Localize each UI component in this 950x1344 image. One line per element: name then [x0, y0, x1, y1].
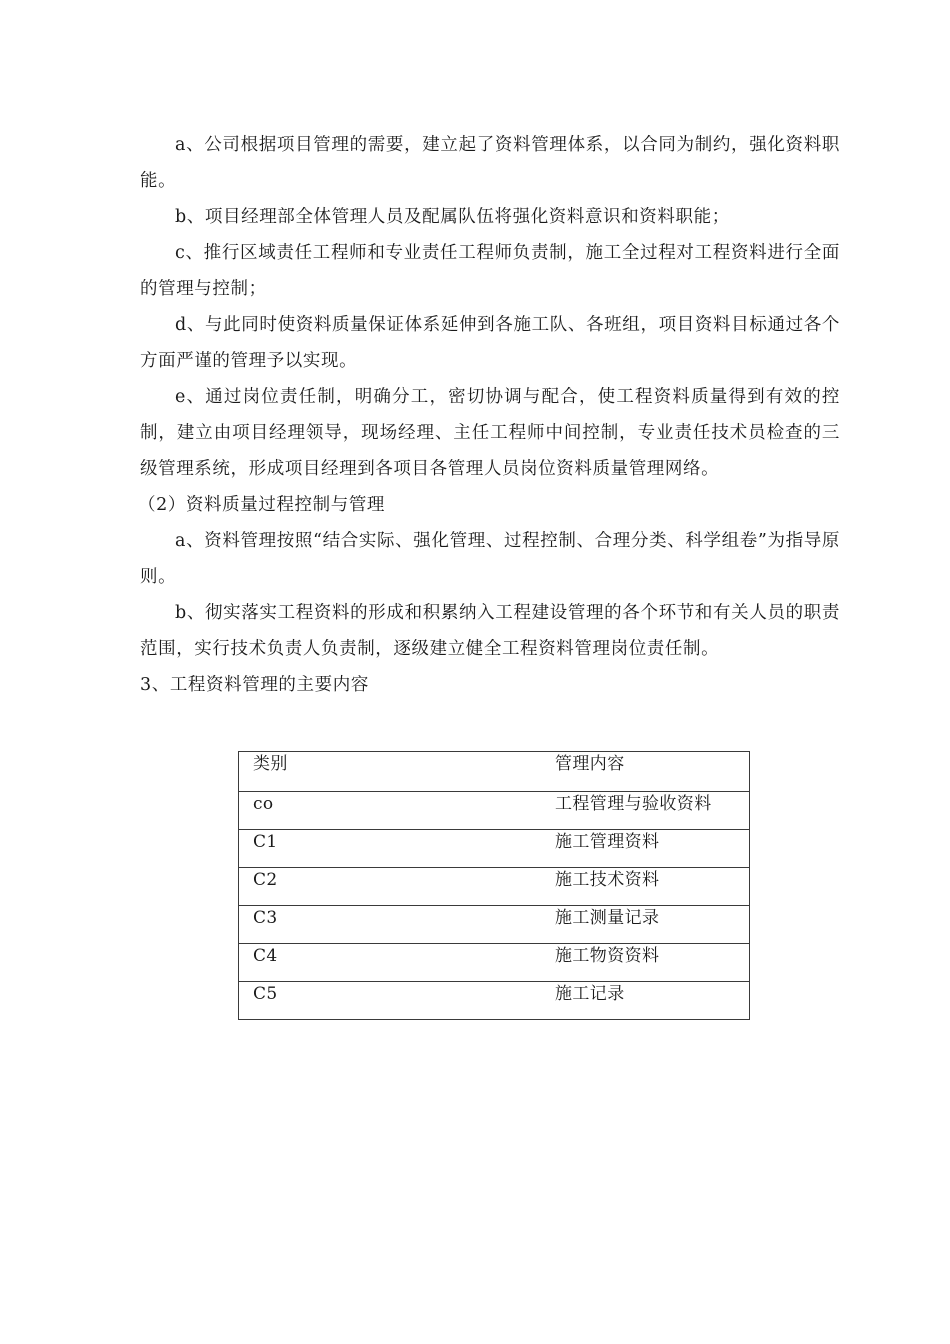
table-row [239, 982, 750, 1020]
table-cell-content: 工程管理与验收资料 [539, 792, 750, 830]
table-cell-content: 施工测量记录 [539, 906, 750, 944]
paragraph-a-system: a、公司根据项目管理的需要，建立起了资料管理体系，以合同为制约，强化资料职能。 [140, 135, 840, 191]
section-heading-main-content: 3、工程资料管理的主要内容 [140, 675, 369, 695]
table-row [239, 944, 750, 982]
paragraph-e-post-responsibility: e、通过岗位责任制，明确分工，密切协调与配合，使工程资料质量得到有效的控制，建立由项目经理领导，现场经理、主任工程师中间控制，专业责任技术员检查的三级管理系统，形成项目经理到各项目各管理人员岗位资料质量管理网络。 [140, 387, 840, 479]
table-header-category: 类别 [239, 752, 540, 792]
table-cell-category: C1 [239, 830, 540, 868]
table-cell-content: 施工技术资料 [539, 868, 750, 906]
table-cell-category: C3 [239, 906, 540, 944]
table-cell-category: C5 [239, 982, 540, 1020]
table-row [239, 868, 750, 906]
table-header-content: 管理内容 [539, 752, 750, 792]
table-cell-category: C2 [239, 868, 540, 906]
table-row [239, 830, 750, 868]
table-header-row [239, 752, 750, 792]
table-cell-content: 施工管理资料 [539, 830, 750, 868]
table-cell-category: C4 [239, 944, 540, 982]
table-row [239, 906, 750, 944]
paragraph-b-awareness: b、项目经理部全体管理人员及配属队伍将强化资料意识和资料职能； [175, 207, 730, 227]
paragraph-b-implementation: b、彻实落实工程资料的形成和积累纳入工程建设管理的各个环节和有关人员的职责范围，实行技术负责人负责制，逐级建立健全工程资料管理岗位责任制。 [140, 603, 840, 659]
paragraph-d-extension: d、与此同时使资料质量保证体系延伸到各施工队、各班组，项目资料目标通过各个方面严谨的管理予以实现。 [140, 315, 840, 371]
paragraph-a-principles: a、资料管理按照“结合实际、强化管理、过程控制、合理分类、科学组卷”为指导原则。 [140, 531, 840, 587]
section-heading-quality-control: （2）资料质量过程控制与管理 [138, 495, 386, 515]
document-body [140, 127, 840, 703]
table-cell-content: 施工记录 [539, 982, 750, 1020]
paragraph-c-responsibility: c、推行区域责任工程师和专业责任工程师负责制，施工全过程对工程资料进行全面的管理与控制； [140, 243, 840, 299]
table-row [239, 792, 750, 830]
table-cell-category: co [239, 792, 540, 830]
table-cell-content: 施工物资资料 [539, 944, 750, 982]
management-content-table [238, 751, 750, 1020]
